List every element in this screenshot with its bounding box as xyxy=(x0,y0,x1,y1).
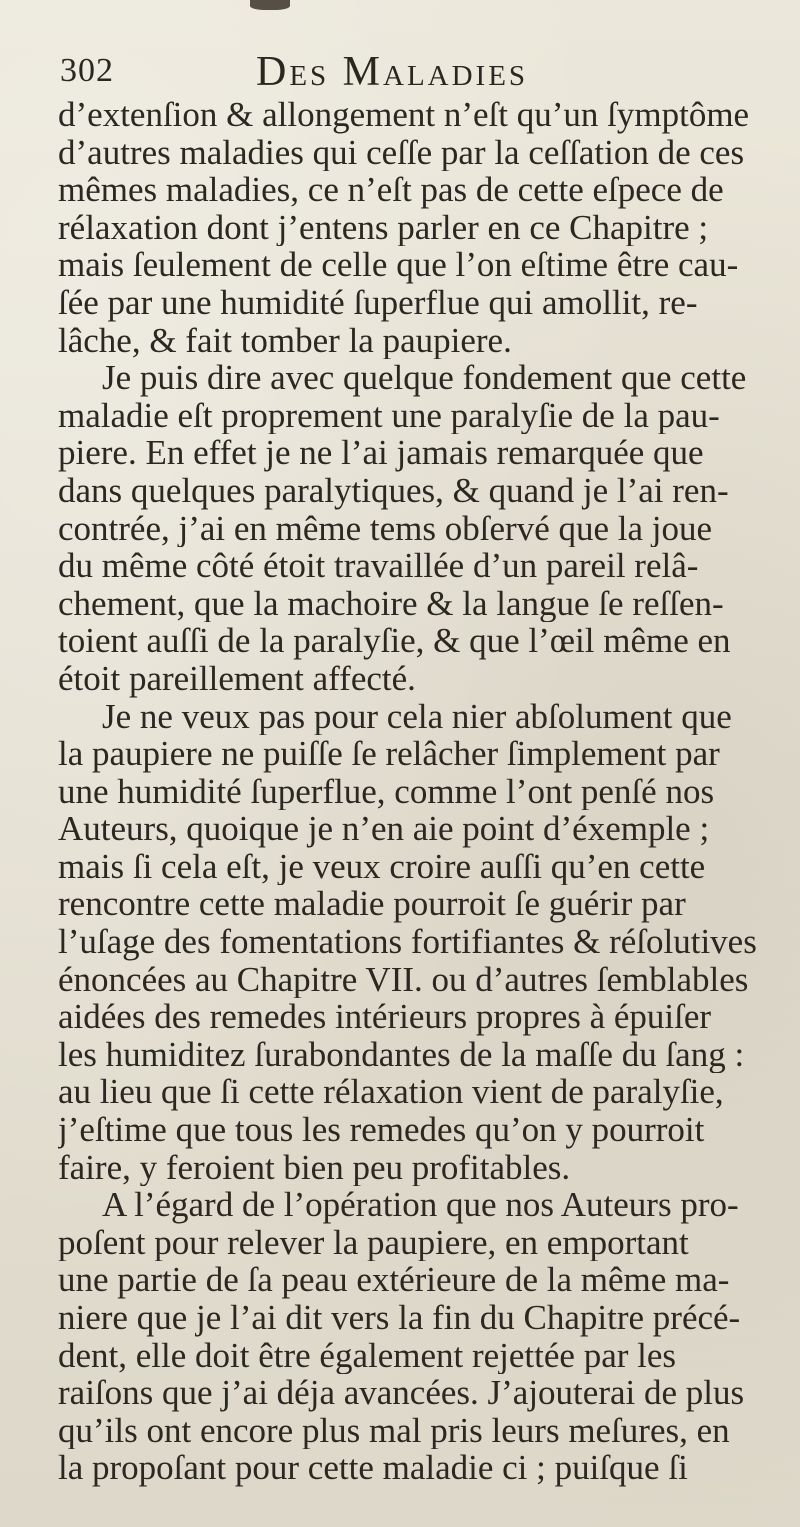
text-line: dent, elle doit être également rejettée par les xyxy=(58,1336,677,1375)
text-line: les humiditez ſurabondantes de la maſſe du ſang : xyxy=(58,1035,745,1074)
text-line: dans quelques paralytiques, & quand je l’ai ren- xyxy=(58,471,729,510)
text-line: ſée par une humidité ſuperflue qui amollit, re- xyxy=(58,283,698,322)
text-line: contrée, j’ai en même tems obſervé que la joue xyxy=(58,509,713,548)
text-line: raiſons que j’ai déja avancées. J’ajouterai de plus xyxy=(58,1374,745,1412)
text-line: faire, y feroient bien peu profitables. xyxy=(58,1148,571,1187)
text-line: au lieu que ſi cette rélaxation vient de paralyſie, xyxy=(58,1073,724,1112)
text-line: lâche, & fait tomber la paupiere. xyxy=(58,321,512,360)
paragraph-start-line: A l’égard de l’opération que nos Auteurs pro- xyxy=(102,1186,739,1224)
text-line: la propoſant pour cette maladie ci ; puiſque ſi xyxy=(58,1449,688,1487)
text-line: d’autres maladies qui ceſſe par la ceſſation de ces xyxy=(58,133,745,172)
text-line: maladie eſt proprement une paralyſie de la pau- xyxy=(58,396,720,435)
text-line: rélaxation dont j’entens parler en ce Chapitre ; xyxy=(58,208,709,247)
ink-smudge xyxy=(250,0,290,10)
text-line: étoit pareillement affecté. xyxy=(58,659,416,698)
running-title: Des Maladies xyxy=(256,49,529,95)
page-header xyxy=(60,48,750,94)
body-text xyxy=(58,96,778,1487)
text-line: qu’ils ont encore plus mal pris leurs meſures, en xyxy=(58,1411,730,1450)
text-line: mais ſeulement de celle que l’on eſtime être cau- xyxy=(58,246,739,284)
text-line: la paupiere ne puiſſe ſe relâcher ſimplement par xyxy=(58,735,720,773)
text-line: mêmes maladies, ce n’eſt pas de cette eſpece de xyxy=(58,171,724,209)
text-line: mais ſi cela eſt, je veux croire auſſi qu’en cette xyxy=(58,847,706,886)
text-line: Auteurs, quoique je n’en aie point d’éxemple ; xyxy=(58,810,710,848)
text-line: j’eſtime que tous les remedes qu’on y pourroit xyxy=(58,1111,705,1149)
text-line: d’extenſion & allongement n’eſt qu’un ſymptôme xyxy=(58,96,750,134)
paragraph-start-line: Je ne veux pas pour cela nier abſolument que xyxy=(102,697,732,736)
text-line: une partie de ſa peau extérieure de la même ma- xyxy=(58,1261,730,1299)
text-line: poſent pour relever la paupiere, en emportant xyxy=(58,1223,689,1262)
text-line: piere. En effet je ne l’ai jamais remarquée que xyxy=(58,434,704,472)
text-line: rencontre cette maladie pourroit ſe guérir par xyxy=(58,885,686,924)
text-line: niere que je l’ai dit vers la fin du Chapitre précé- xyxy=(58,1299,741,1337)
text-line: énoncées au Chapitre VII. ou d’autres ſemblables xyxy=(58,960,749,999)
text-line: l’uſage des fomentations fortifiantes & réſolutives xyxy=(58,923,757,961)
page-number: 302 xyxy=(60,52,114,89)
text-line: chement, que la machoire & la langue ſe reſſen- xyxy=(58,584,724,623)
text-line: toient auſſi de la paralyſie, & que l’œil même en xyxy=(58,622,731,660)
paragraph-start-line: Je puis dire avec quelque fondement que cette xyxy=(102,359,747,397)
text-line: une humidité ſuperflue, comme l’ont penſé nos xyxy=(58,772,715,811)
text-line: du même côté étoit travaillée d’un pareil relâ- xyxy=(58,547,699,585)
text-line: aidées des remedes intérieurs propres à épuiſer xyxy=(58,998,712,1036)
